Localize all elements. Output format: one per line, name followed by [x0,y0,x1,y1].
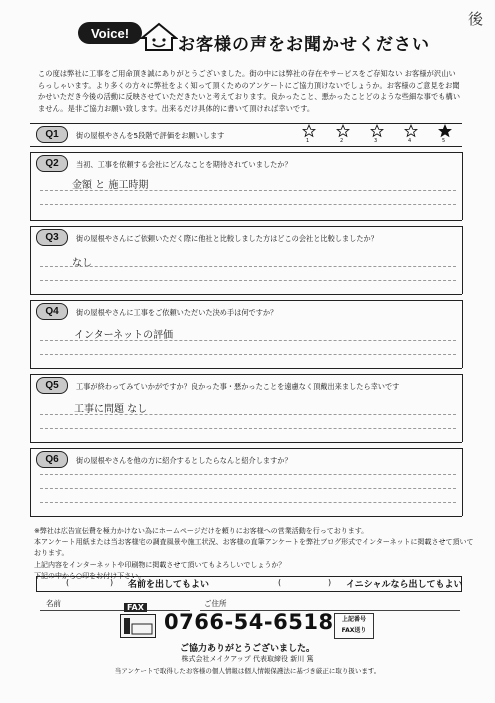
fax-number[interactable]: 0766-54-6518 [164,610,334,634]
option-initial-paren-close[interactable]: ) [328,578,332,587]
star-2-icon[interactable] [336,124,350,138]
option-initial-ok[interactable]: イニシャルなら出してもよい [346,580,463,590]
q2-answer[interactable]: 金額 と 施工時期 [72,180,149,191]
note-line: 下記の中から○印をお付け下さい。 [34,571,146,580]
rating-stars[interactable] [294,124,462,146]
privacy-text: 当アンケートで取得したお客様の個人情報は個人情報保護法に基づき厳正に取り扱います。 [114,667,381,675]
note-line: 本アンケート用紙または当お客様宅の調査風景や施工状況、お客様の直筆アンケートを弊社ブログ形式でインターネットに掲載させて頂いております。 [34,538,474,558]
q6-text: 街の屋根やさんを他の方に紹介するとしたらなんと紹介しますか？ [76,456,292,465]
star-5-icon[interactable] [438,124,452,138]
star-3-icon[interactable] [370,124,384,138]
address-label: ご住所 [204,599,227,608]
q1-text: 街の屋根やさんを5段階で評価をお願いします [76,131,225,140]
option-name-paren-close[interactable]: ) [110,578,114,587]
consent-notes [34,526,474,582]
q3-answer[interactable]: なし [72,258,92,269]
q5-text: 工事が終わってみていかがですか？良かった事・悪かったことを遠慮なく頂戴出来ましたら幸いです [76,382,400,391]
star-number: 1 [306,138,310,144]
intro-text: この度は弊社に工事をご用命頂き誠にありがとうございました。街の中には弊社の存在やサービスをご存知ない お客様が沢山いらっしゃいます。より多くの方々に弊社をよく知って頂くためのアンケートにご協力頂けないでしょうか。お客様のご意見をお聞かせいただき今後の活動に反映させていただきたいと考えております。良かったこと、悪かったことどのような些細な事でも構いません。是非ご協力お願い致します。出来るだけ具体的に書いて頂ければ幸いです。 [38,69,461,113]
corner-mark: 後 [468,10,484,28]
q4-label: Q4 [36,303,68,320]
q2-label: Q2 [36,155,68,172]
fax-badge: FAX [124,603,147,612]
option-initial-paren-open[interactable]: ( [278,578,282,587]
star-number: 5 [442,138,446,144]
q6-label: Q6 [36,451,68,468]
fax-stamp [334,613,374,639]
fax-icon [120,614,156,638]
q5-answer[interactable]: 工事に問題 なし [74,404,148,415]
note-line: 上記内容をインターネットや印刷物に掲載させて頂いてもよろしいでしょうか？ [34,560,286,569]
q2-text: 当初、工事を依頼する会社にどんなことを期待されていましたか？ [76,160,292,169]
q4-text: 街の屋根やさんに工事をご依頼いただいた決め手は何ですか？ [76,308,278,317]
thanks-text: ご協力ありがとうございました。 [179,644,315,654]
note-line: ※弊社は広告宣伝費を極力かけない為にホームページだけを頼りにお客様への営業活動を行っております。 [34,527,369,535]
name-label: 名前 [46,599,61,608]
q4-answer[interactable]: インターネットの評価 [74,330,174,341]
q3-text: 街の屋根やさんにご依頼いただく際に他社と比較しました方はどこの会社と比較しましたか？ [76,234,378,243]
option-name-paren-open[interactable]: ( [66,578,70,587]
page-title: お客様の声をお聞かせください [178,35,430,55]
star-number: 2 [340,138,344,144]
q1-label: Q1 [36,126,68,143]
option-name-ok[interactable]: 名前を出してもよい [128,580,210,590]
fax-stamp-line: FAX送り [341,627,367,634]
q5-label: Q5 [36,377,68,394]
company-text: 株式会社メイクアップ 代表取締役 新川 篤 [181,655,314,663]
fax-stamp-line: 上記番号 [341,616,366,623]
house-icon [140,22,178,52]
voice-badge: Voice! [78,22,142,44]
q3-label: Q3 [36,229,68,246]
star-number: 3 [374,138,378,144]
star-4-icon[interactable] [404,124,418,138]
star-1-icon[interactable] [302,124,316,138]
star-number: 4 [408,138,412,144]
